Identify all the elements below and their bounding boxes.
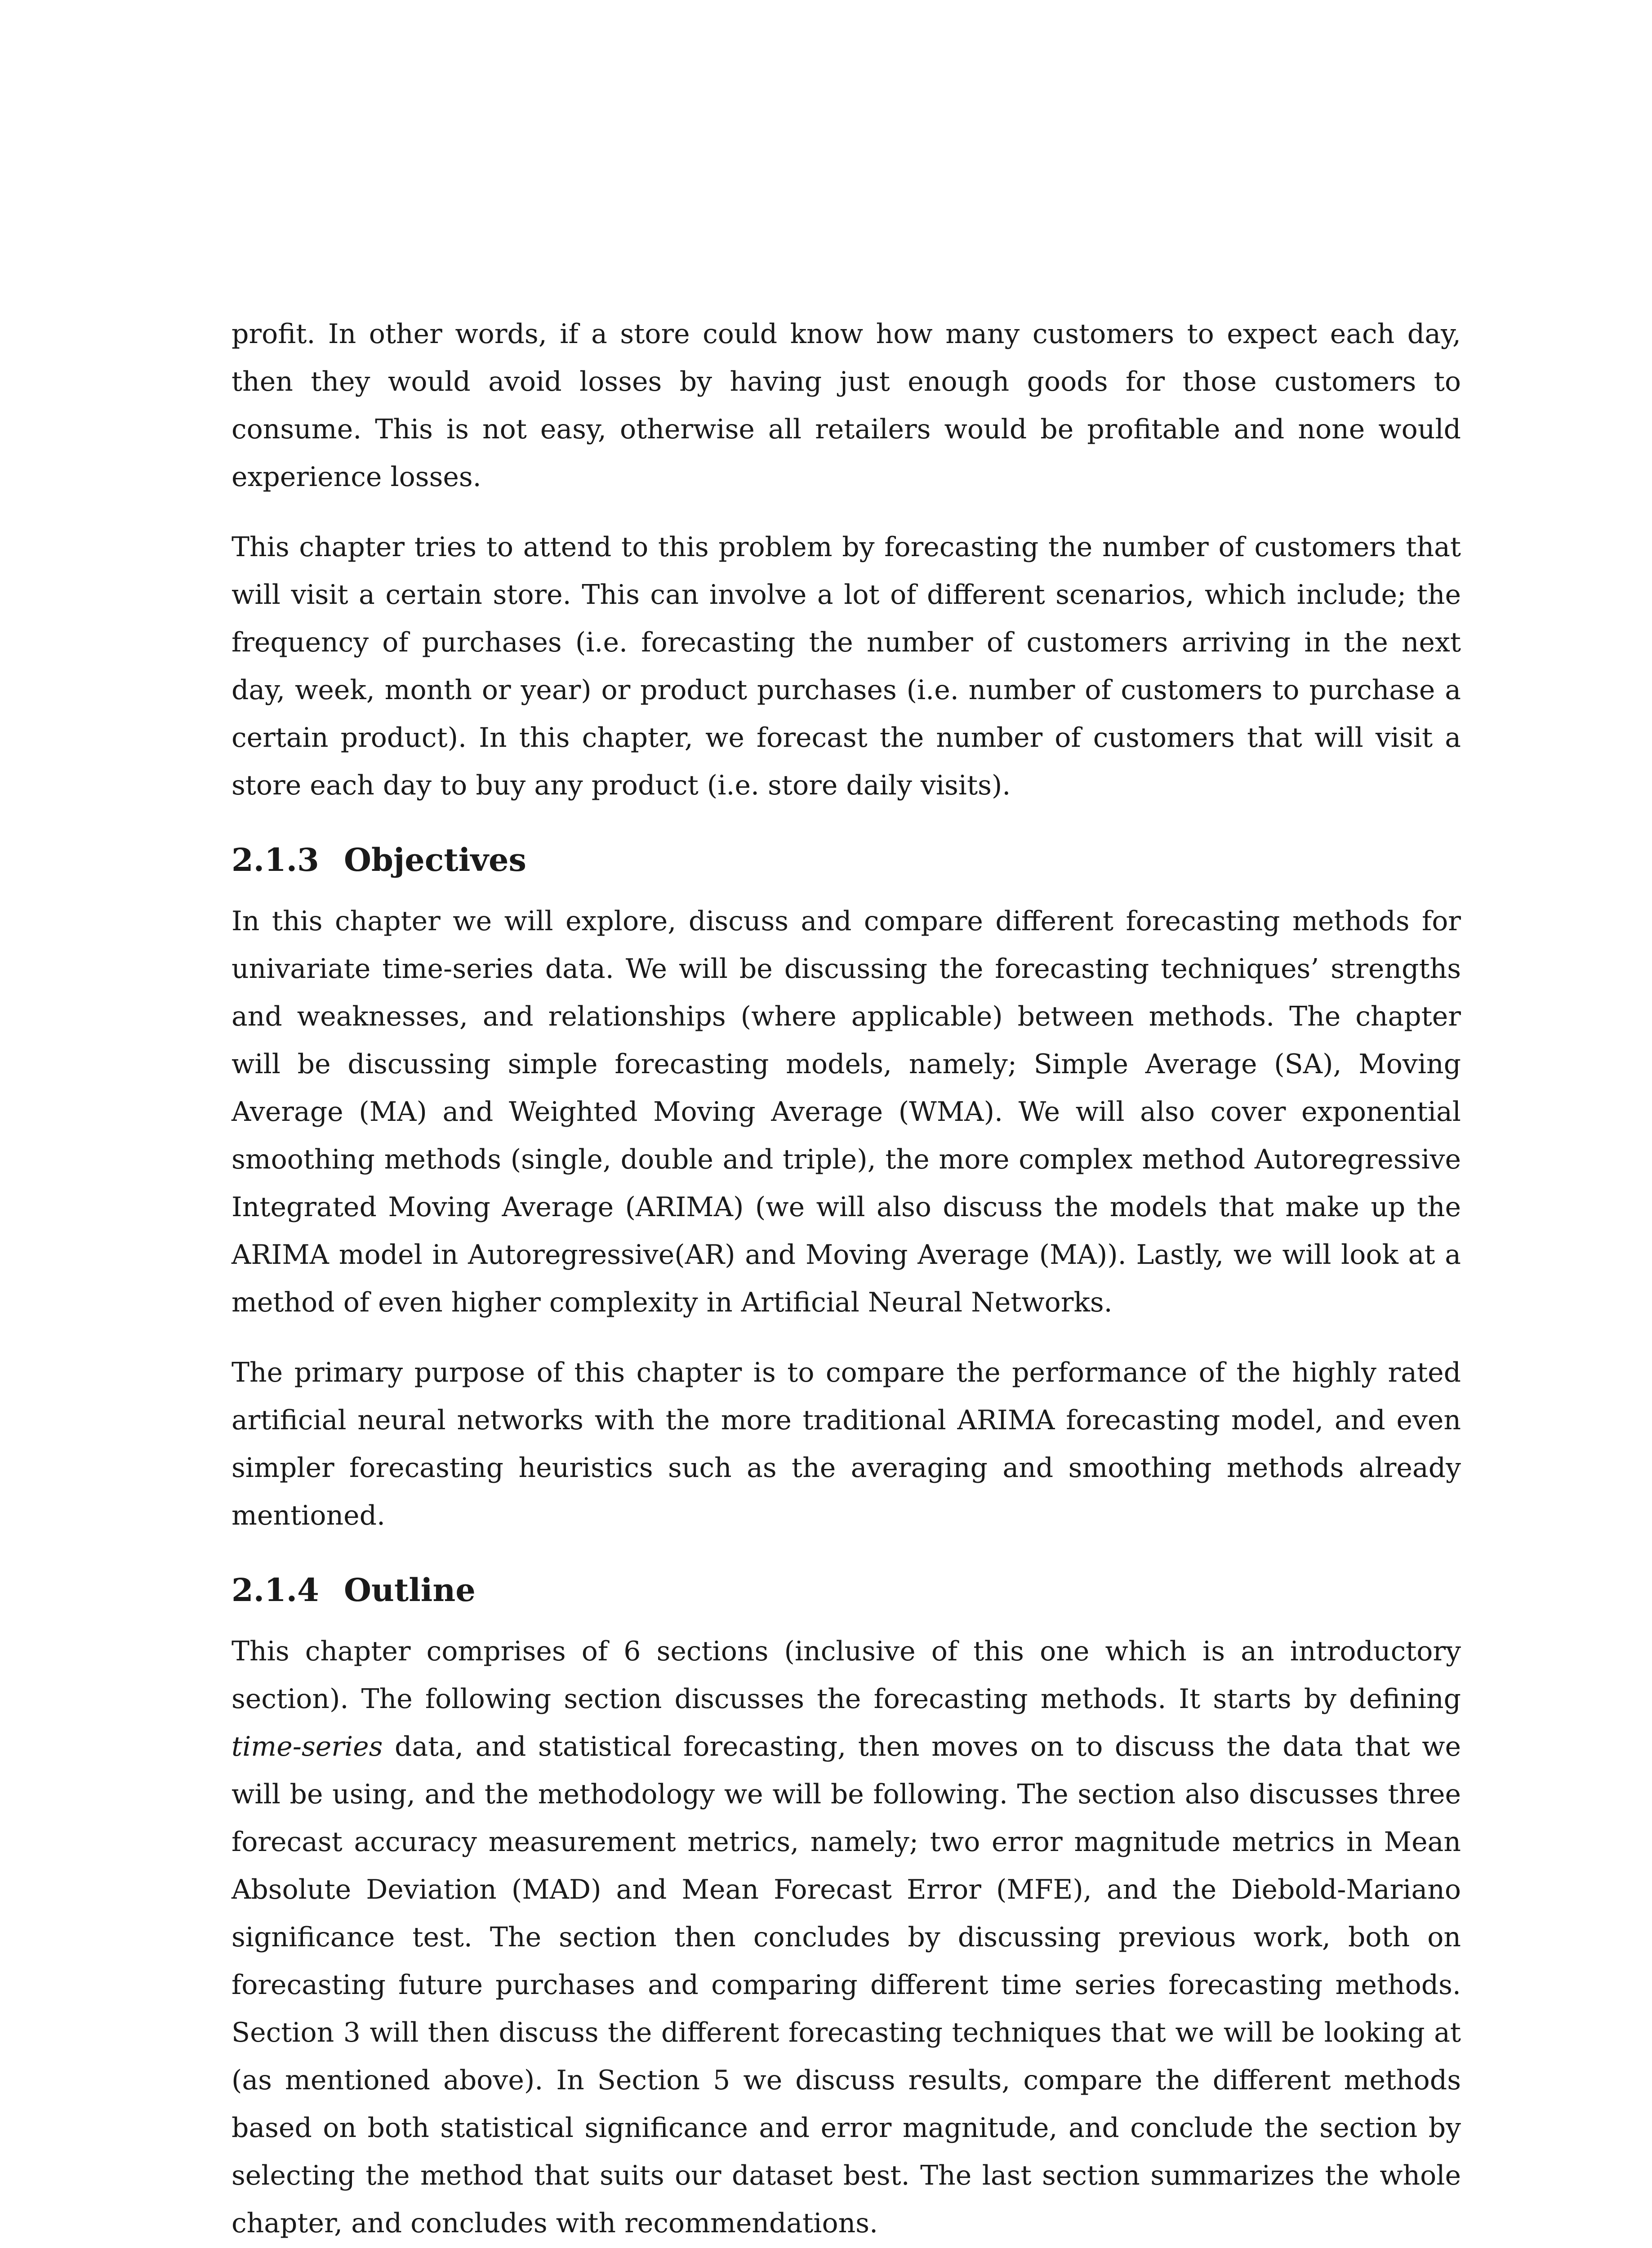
outline-text-end: data, and statistical forecasting, then moves on to discuss the data that we will be using, and the methodology we will be following. The section also discusses three forecast accuracy measurement metrics, namely; two error magnitude metrics in Mean Absolute Deviation (MAD) and Mean Forecast Error (MFE), and the Diebold-Mariano significance test. The section then concludes by discussing previous work, both on forecasting future purchases and comparing different time series forecasting methods. Section 3 will then discuss the different forecasting techniques that we will be looking at (as mentioned above). In Section 5 we discuss results, compare the different methods based on both statistical significance and error magnitude, and conclude the section by selecting the method that suits our dataset best. The last section summarizes the whole chapter, and concludes with recommendations.	[232, 1731, 1461, 2239]
page-body	[232, 310, 1461, 2247]
objectives-paragraph-2: The primary purpose of this chapter is to compare the performance of the highly rated artificial neural networks with the more traditional ARIMA forecasting model, and even simpler forecasting heuristics such as the averaging and smoothing methods already mentioned.	[232, 1357, 1461, 1531]
outline-paragraph	[232, 1628, 1461, 2247]
section-number: 2.1.4	[232, 1571, 319, 1609]
italic-term: time-series	[232, 1731, 383, 1762]
intro-paragraph-1: profit. In other words, if a store could know how many customers to expect each day, then they would avoid losses by having just enough goods for those customers to consume. This is not easy, otherwise all retailers would be profitable and none would experience losses.	[232, 318, 1461, 493]
intro-paragraph-2: This chapter tries to attend to this problem by forecasting the number of customers that will visit a certain store. This can involve a lot of different scenarios, which include; the frequency of purchases (i.e. forecasting the number of customers arriving in the next day, week, month or year) or product purchases (i.e. number of customers to purchase a certain product). In this chapter, we forecast the number of customers that will visit a store each day to buy any product (i.e. store daily visits).	[232, 531, 1461, 801]
section-heading-outline	[232, 1566, 1461, 1614]
objectives-paragraph-1: In this chapter we will explore, discuss and compare different forecasting methods for univariate time-series data. We will be discussing the forecasting techniques’ strengths and weaknesses, and relationships (where applicable) between methods. The chapter will be discussing simple forecasting models, namely; Simple Average (SA), Moving Average (MA) and Weighted Moving Average (WMA). We will also cover exponential smoothing methods (single, double and triple), the more complex method Autoregressive Integrated Moving Average (ARIMA) (we will also discuss the models that make up the ARIMA model in Autoregressive(AR) and Moving Average (MA)). Lastly, we will look at a method of even higher complexity in Artificial Neural Networks.	[232, 905, 1461, 1318]
section-number: 2.1.3	[232, 841, 319, 879]
section-heading-objectives	[232, 836, 1461, 884]
outline-text-start: This chapter comprises of 6 sections (inclusive of this one which is an introductory section). The following section discusses the forecasting methods. It starts by defining	[232, 1636, 1461, 1715]
section-title: Outline	[344, 1571, 476, 1609]
section-title: Objectives	[344, 841, 526, 879]
